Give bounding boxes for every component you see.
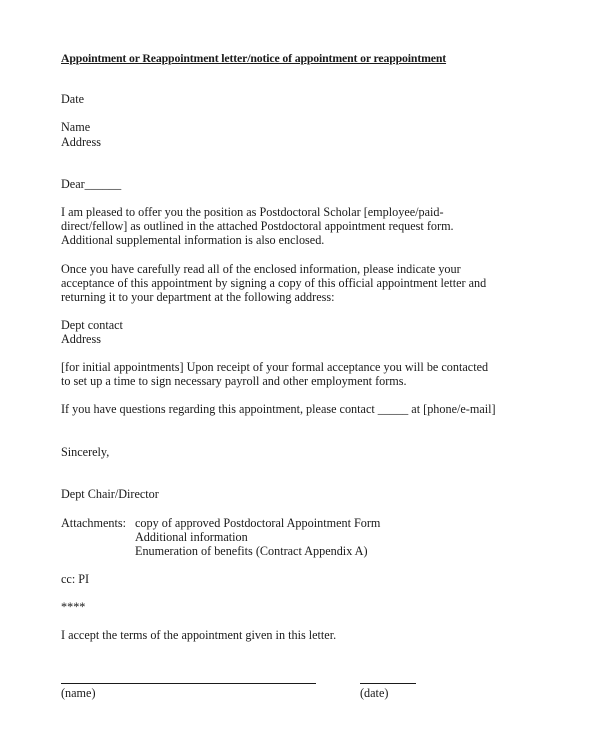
recipient-name: Name	[61, 120, 91, 134]
paragraph-offer-line-2: direct/fellow] as outlined in the attached Postdoctoral appointment request form.	[61, 219, 454, 233]
separator-stars: ****	[61, 600, 86, 614]
name-signature-line	[61, 683, 316, 684]
date-caption: (date)	[360, 686, 389, 700]
paragraph-offer-line-3: Additional supplemental information is also enclosed.	[61, 233, 325, 247]
paragraph-initial-line-2: to set up a time to sign necessary payroll and other employment forms.	[61, 374, 407, 388]
letter-title: Appointment or Reappointment letter/notice of appointment or reappointment	[61, 51, 447, 65]
dept-contact: Dept contact	[61, 318, 123, 332]
attachment-item-1: copy of approved Postdoctoral Appointment Form	[135, 516, 381, 530]
paragraph-instructions-line-2: acceptance of this appointment by signing a copy of this official appointment letter and	[61, 276, 487, 290]
attachments-label: Attachments:	[61, 516, 126, 530]
attachment-item-2: Additional information	[135, 530, 248, 544]
date-signature-line	[360, 683, 416, 684]
recipient-address: Address	[61, 135, 101, 149]
name-caption: (name)	[61, 686, 96, 700]
attachment-item-3: Enumeration of benefits (Contract Appendix A)	[135, 544, 368, 558]
closing: Sincerely,	[61, 445, 110, 459]
dept-address: Address	[61, 332, 101, 346]
acceptance-statement: I accept the terms of the appointment given in this letter.	[61, 628, 337, 642]
cc-line: cc: PI	[61, 572, 90, 586]
paragraph-initial-line-1: [for initial appointments] Upon receipt of your formal acceptance you will be contacted	[61, 360, 489, 374]
paragraph-offer-line-1: I am pleased to offer you the position as Postdoctoral Scholar [employee/paid-	[61, 205, 444, 219]
paragraph-questions: If you have questions regarding this appointment, please contact _____ at [phone/e-mail]	[61, 402, 496, 416]
salutation: Dear______	[61, 177, 122, 191]
signatory: Dept Chair/Director	[61, 487, 159, 501]
date-label: Date	[61, 92, 85, 106]
paragraph-instructions-line-1: Once you have carefully read all of the enclosed information, please indicate your	[61, 262, 461, 276]
paragraph-instructions-line-3: returning it to your department at the following address:	[61, 290, 335, 304]
